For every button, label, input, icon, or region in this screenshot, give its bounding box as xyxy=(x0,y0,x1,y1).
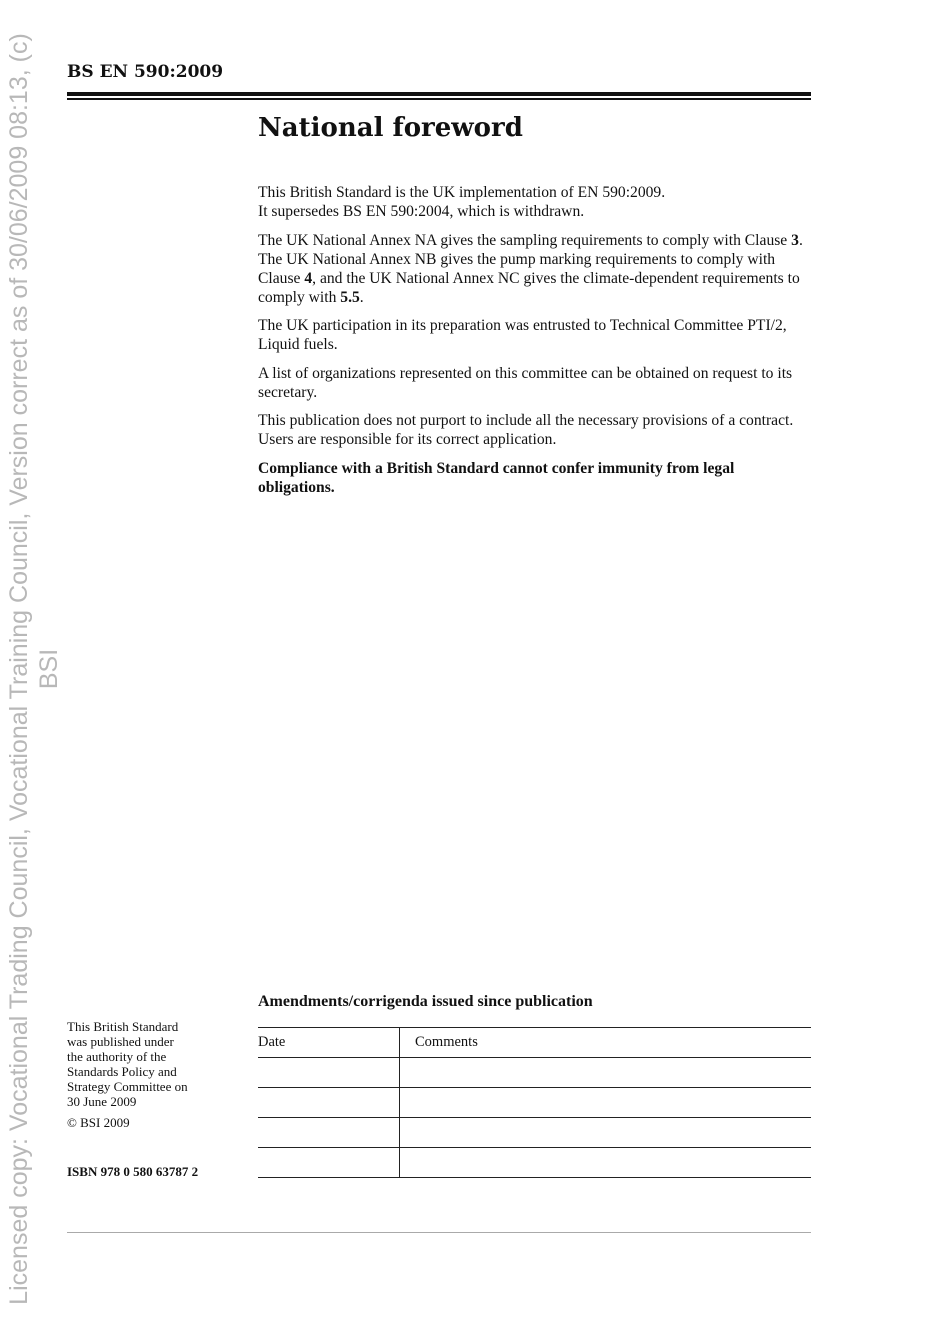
table-cell-comments xyxy=(400,1058,812,1088)
header-rule-thin xyxy=(67,98,811,100)
amendments-table xyxy=(258,1027,811,1178)
paragraph-compliance xyxy=(258,459,814,497)
table-row xyxy=(258,1118,811,1148)
paragraph-provisions: This publication does not purport to include all the necessary provisions of a contract. Users are responsible for its correct application. xyxy=(258,412,794,448)
license-watermark xyxy=(4,4,76,1334)
table-cell-date xyxy=(258,1088,400,1118)
annex-text-2: . The UK National Annex NB gives the pump marking requirements to comply with Clause xyxy=(258,231,803,287)
paragraph-committee: The UK participation in its preparation was entrusted to Technical Committee PTI/2, Liquid fuels. xyxy=(258,317,787,353)
document-id: BS EN 590:2009 xyxy=(67,62,224,82)
table-cell-date xyxy=(258,1058,400,1088)
publication-note-line: This British Standard xyxy=(67,1019,179,1034)
table-header-row xyxy=(258,1028,811,1058)
footer-rule xyxy=(67,1232,811,1233)
foreword-body xyxy=(258,183,814,506)
column-header-comments: Comments xyxy=(400,1028,812,1058)
page-title: National foreword xyxy=(258,113,523,143)
annex-text-1: The UK National Annex NA gives the sampling requirements to comply with Clause xyxy=(258,231,792,249)
publication-note-line: was published under xyxy=(67,1034,174,1049)
compliance-statement: Compliance with a British Standard cannot confer immunity from legal obligations. xyxy=(258,459,735,496)
column-header-date: Date xyxy=(258,1028,400,1058)
publication-note-line: 30 June 2009 xyxy=(67,1094,137,1109)
table-cell-comments xyxy=(400,1148,812,1178)
copyright-notice: © BSI 2009 xyxy=(67,1115,130,1130)
table-cell-comments xyxy=(400,1088,812,1118)
clause-3-ref: 3 xyxy=(791,231,799,249)
clause-5-5-ref: 5.5 xyxy=(340,288,360,306)
paragraph-organizations: A list of organizations represented on this committee can be obtained on request to its secretary. xyxy=(258,364,793,401)
watermark-line-2: BSI xyxy=(35,648,63,690)
publication-note-line: the authority of the xyxy=(67,1049,167,1064)
paragraph-national-annexes xyxy=(258,231,814,307)
annex-text-4: . xyxy=(359,288,364,306)
publication-note-line: Strategy Committee on xyxy=(67,1079,188,1094)
clause-4-ref: 4 xyxy=(304,269,313,287)
publication-note-line: Standards Policy and xyxy=(67,1064,177,1079)
header-rule-thick xyxy=(67,92,811,96)
annex-text-3: , and the UK National Annex NC gives the climate-dependent requirements to comply with xyxy=(258,269,800,306)
paragraph-implementation xyxy=(258,183,814,221)
table-cell-date xyxy=(258,1148,400,1178)
paragraph-implementation-line-1: This British Standard is the UK implementation of EN 590:2009. xyxy=(258,184,666,201)
publication-note xyxy=(67,1019,237,1109)
isbn-number: ISBN 978 0 580 63787 2 xyxy=(67,1164,199,1179)
table-row xyxy=(258,1148,811,1178)
amendments-heading: Amendments/corrigenda issued since publication xyxy=(258,993,593,1010)
table-cell-comments xyxy=(400,1118,812,1148)
watermark-line-1: Licensed copy: Vocational Trading Council, Vocational Training Council, Version correct as of 30/06/2009 08:13, (c) xyxy=(5,33,33,1305)
table-row xyxy=(258,1058,811,1088)
table-cell-date xyxy=(258,1118,400,1148)
table-row xyxy=(258,1088,811,1118)
paragraph-implementation-line-2: It supersedes BS EN 590:2004, which is withdrawn. xyxy=(258,203,585,220)
